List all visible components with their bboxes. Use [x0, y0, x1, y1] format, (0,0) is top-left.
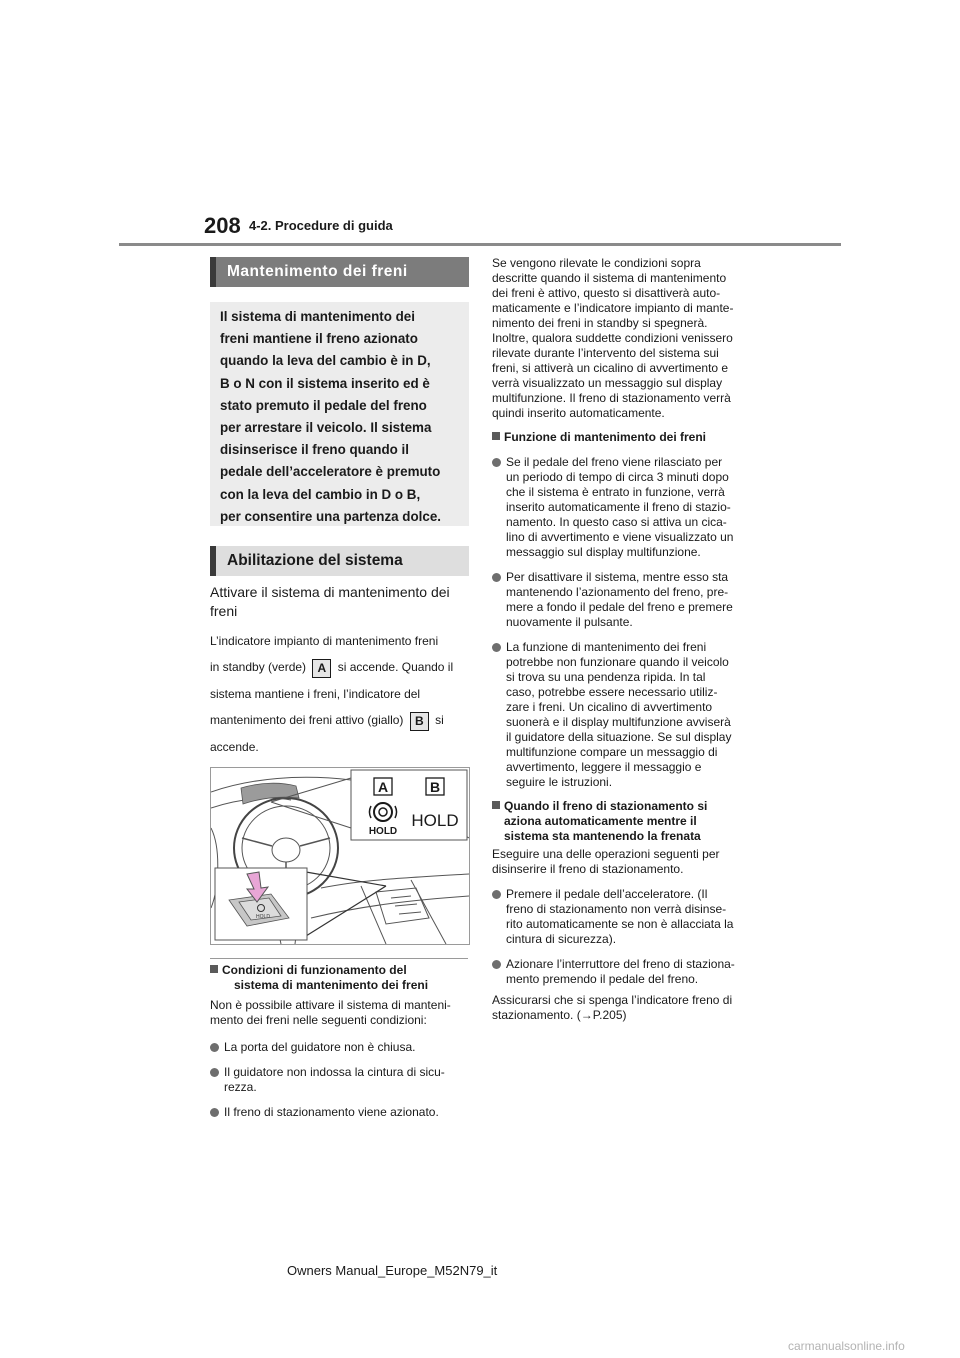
- bullet-line: zare i freni. Un cicalino di avvertimento: [506, 700, 713, 714]
- para-line: nimento dei freni in standby si spegnerà.: [492, 316, 708, 330]
- para-line: Se vengono rilevate le condizioni sopra: [492, 256, 701, 270]
- bullet-line: suonerà e il display multifunzione avviserà: [506, 715, 731, 729]
- cockpit-illustration: [211, 768, 469, 944]
- bullet-line: Il freno di stazionamento viene azionato.: [224, 1105, 439, 1119]
- condition-bullet: [210, 1105, 472, 1120]
- badge-b: B: [410, 712, 429, 731]
- bullet-line: avvertimento, leggere il messaggio e: [506, 760, 702, 774]
- closing-line: stazionamento. (→P.205): [492, 1008, 627, 1022]
- bullet-line: caso, potrebbe essere necessario utiliz-: [506, 685, 718, 699]
- intro-line: per consentire una partenza dolce.: [220, 508, 442, 524]
- square-bullet-icon: [492, 801, 500, 809]
- bullet-line: freno di stazionamento non verrà disinse-: [506, 902, 727, 916]
- bullet-line: Azionare l’interruttore del freno di staziona-: [506, 957, 735, 971]
- function-bullet: [492, 455, 757, 560]
- desc-text: si: [435, 713, 444, 728]
- conditions-section: [210, 958, 472, 1120]
- condition-bullet: [210, 1065, 472, 1095]
- bullet-line: lino di avvertimento e viene visualizzato un: [506, 530, 734, 544]
- bullet-line: multifunzione compare un messaggio di: [506, 745, 718, 759]
- step-line: Attivare il sistema di mantenimento dei: [210, 584, 450, 600]
- header-rule: [119, 243, 841, 246]
- figure-rule: [210, 958, 468, 959]
- closing-note: [492, 993, 757, 1023]
- function-heading: [492, 430, 757, 445]
- intro-line: B o N con il sistema inserito ed è: [220, 375, 430, 391]
- bullet-line: si trova su una pendenza ripida. In tal: [506, 670, 706, 684]
- para-line: dei freni è attivo, questo si disattiverà auto-: [492, 286, 721, 300]
- bullet-line: namento. In questo caso si attiva un cica-: [506, 515, 727, 529]
- intro-line: mento dei freni nelle seguenti condizioni:: [210, 1013, 427, 1027]
- desc-text: in standby (verde): [210, 660, 307, 675]
- bullet-line: messaggio sul display multifunzione.: [506, 545, 701, 559]
- bullet-line: mento premendo il pedale del freno.: [506, 972, 699, 986]
- desc-line: [210, 707, 472, 733]
- intro-box: [210, 302, 469, 526]
- conditions-heading: [210, 963, 472, 993]
- bullet-line: Il guidatore non indossa la cintura di sicu-: [224, 1065, 445, 1079]
- bullet-line: inserito automaticamente il freno di stazio-: [506, 500, 731, 514]
- heading-line: sistema sta mantenendo la frenata: [504, 829, 701, 843]
- para-line: rilevate durante l’intervento del sistema sui: [492, 346, 719, 360]
- intro-line: quando la leva del cambio è in D,: [220, 353, 431, 369]
- bullet-line: cintura di sicurezza).: [506, 932, 617, 946]
- intro-line: pedale dell’acceleratore è premuto: [220, 464, 441, 480]
- right-column: [492, 256, 757, 1023]
- parking-bullet: [492, 887, 757, 947]
- callout-b: B: [429, 779, 441, 795]
- para-line: maticamente e l’indicatore impianto di mante-: [492, 301, 734, 315]
- intro-line: Non è possibile attivare il sistema di manteni-: [210, 998, 451, 1012]
- intro-line: Eseguire una delle operazioni seguenti per: [492, 847, 720, 861]
- hold-label-b: HOLD: [411, 811, 459, 830]
- condition-bullet: [210, 1040, 472, 1055]
- desc-line: L’indicatore impianto di mantenimento freni: [210, 634, 439, 648]
- desc-line: sistema mantiene i freni, l’indicatore del: [210, 686, 421, 701]
- section-title-abilitazione: Abilitazione del sistema: [210, 546, 469, 576]
- bullet-line: nuovamente il pulsante.: [506, 615, 633, 629]
- watermark: carmanualsonline.info: [788, 1339, 905, 1353]
- conditions-intro: [210, 998, 472, 1028]
- hold-label-a: HOLD: [368, 826, 398, 837]
- heading-line: Condizioni di funzionamento del: [222, 963, 407, 977]
- bullet-line: un periodo di tempo di circa 3 minuti dopo: [506, 470, 729, 484]
- bullet-line: Premere il pedale dell’acceleratore. (Il: [506, 887, 708, 901]
- switch-label: HOLD: [256, 914, 270, 920]
- bullet-line: mantenendo l’azionamento del freno, pre-: [506, 585, 729, 599]
- intro-line: Il sistema di mantenimento dei: [220, 309, 415, 324]
- intro-line: disinserire il freno di stazionamento.: [492, 862, 684, 876]
- para-line: quindi inserito automaticamente.: [492, 406, 665, 420]
- function-bullet: [492, 570, 757, 630]
- bullet-line: La funzione di mantenimento dei freni: [506, 640, 707, 654]
- bullet-line: potrebbe non funzionare quando il veicolo: [506, 655, 729, 669]
- bullet-line: seguire le istruzioni.: [506, 775, 613, 789]
- callout-a: A: [377, 779, 389, 795]
- heading-line: sistema di mantenimento dei freni: [234, 978, 429, 992]
- square-bullet-icon: [492, 432, 500, 440]
- heading-line: aziona automaticamente mentre il: [504, 814, 697, 828]
- section-title-mantenimento: Mantenimento dei freni: [210, 257, 469, 287]
- heading-line: Quando il freno di stazionamento si: [504, 799, 708, 813]
- step-line: freni: [210, 603, 238, 619]
- abilitation-step: [210, 583, 472, 621]
- square-bullet-icon: [210, 965, 218, 973]
- intro-line: stato premuto il pedale del freno: [220, 397, 427, 413]
- bullet-line: Se il pedale del freno viene rilasciato per: [506, 455, 723, 469]
- heading-line: Funzione di mantenimento dei freni: [504, 430, 707, 444]
- desc-line: [210, 654, 472, 680]
- hold-switch-figure: [210, 767, 470, 945]
- desc-text: si accende. Quando il: [337, 660, 454, 675]
- desc-line: accende.: [210, 739, 259, 754]
- para-line: multifunzione. Il freno di stazionamento verrà: [492, 391, 731, 405]
- desc-text: mantenimento dei freni attivo (giallo): [210, 713, 404, 728]
- intro-line: per arrestare il veicolo. Il sistema: [220, 420, 432, 436]
- para-line: descritte quando il sistema di mantenimento: [492, 271, 727, 285]
- page-number: 208: [204, 213, 241, 238]
- bullet-line: mere a fondo il pedale del freno e premere: [506, 600, 733, 614]
- section-header: 4-2. Procedure di guida: [249, 218, 393, 233]
- parking-heading: [492, 799, 757, 844]
- closing-line: Assicurarsi che si spenga l’indicatore freno di: [492, 993, 733, 1007]
- intro-line: con la leva del cambio in D o B,: [220, 486, 421, 502]
- para-line: verrà visualizzato un messaggio sul display: [492, 376, 723, 390]
- bullet-line: il guidatore della situazione. Se sul display: [506, 730, 732, 744]
- abilitation-description: [210, 628, 472, 760]
- manual-id: Owners Manual_Europe_M52N79_it: [287, 1263, 498, 1278]
- bullet-line: che il sistema è entrato in funzione, verrà: [506, 485, 725, 499]
- bullet-line: La porta del guidatore non è chiusa.: [224, 1040, 416, 1054]
- para-line: Inoltre, qualora suddette condizioni venissero: [492, 331, 733, 345]
- para-line: freni, si attiverà un cicalino di avvertimento e: [492, 361, 729, 375]
- intro-line: freni mantiene il freno azionato: [220, 331, 418, 347]
- function-bullet: [492, 640, 757, 790]
- bullet-line: rezza.: [224, 1080, 257, 1094]
- bullet-line: rito automaticamente se non è allacciata la: [506, 917, 734, 931]
- badge-a: A: [312, 659, 331, 678]
- parking-intro: [492, 847, 757, 877]
- para-disattivazione: [492, 256, 757, 421]
- bullet-line: Per disattivare il sistema, mentre esso sta: [506, 570, 729, 584]
- intro-line: disinserisce il freno quando il: [220, 442, 409, 458]
- parking-bullet: [492, 957, 757, 987]
